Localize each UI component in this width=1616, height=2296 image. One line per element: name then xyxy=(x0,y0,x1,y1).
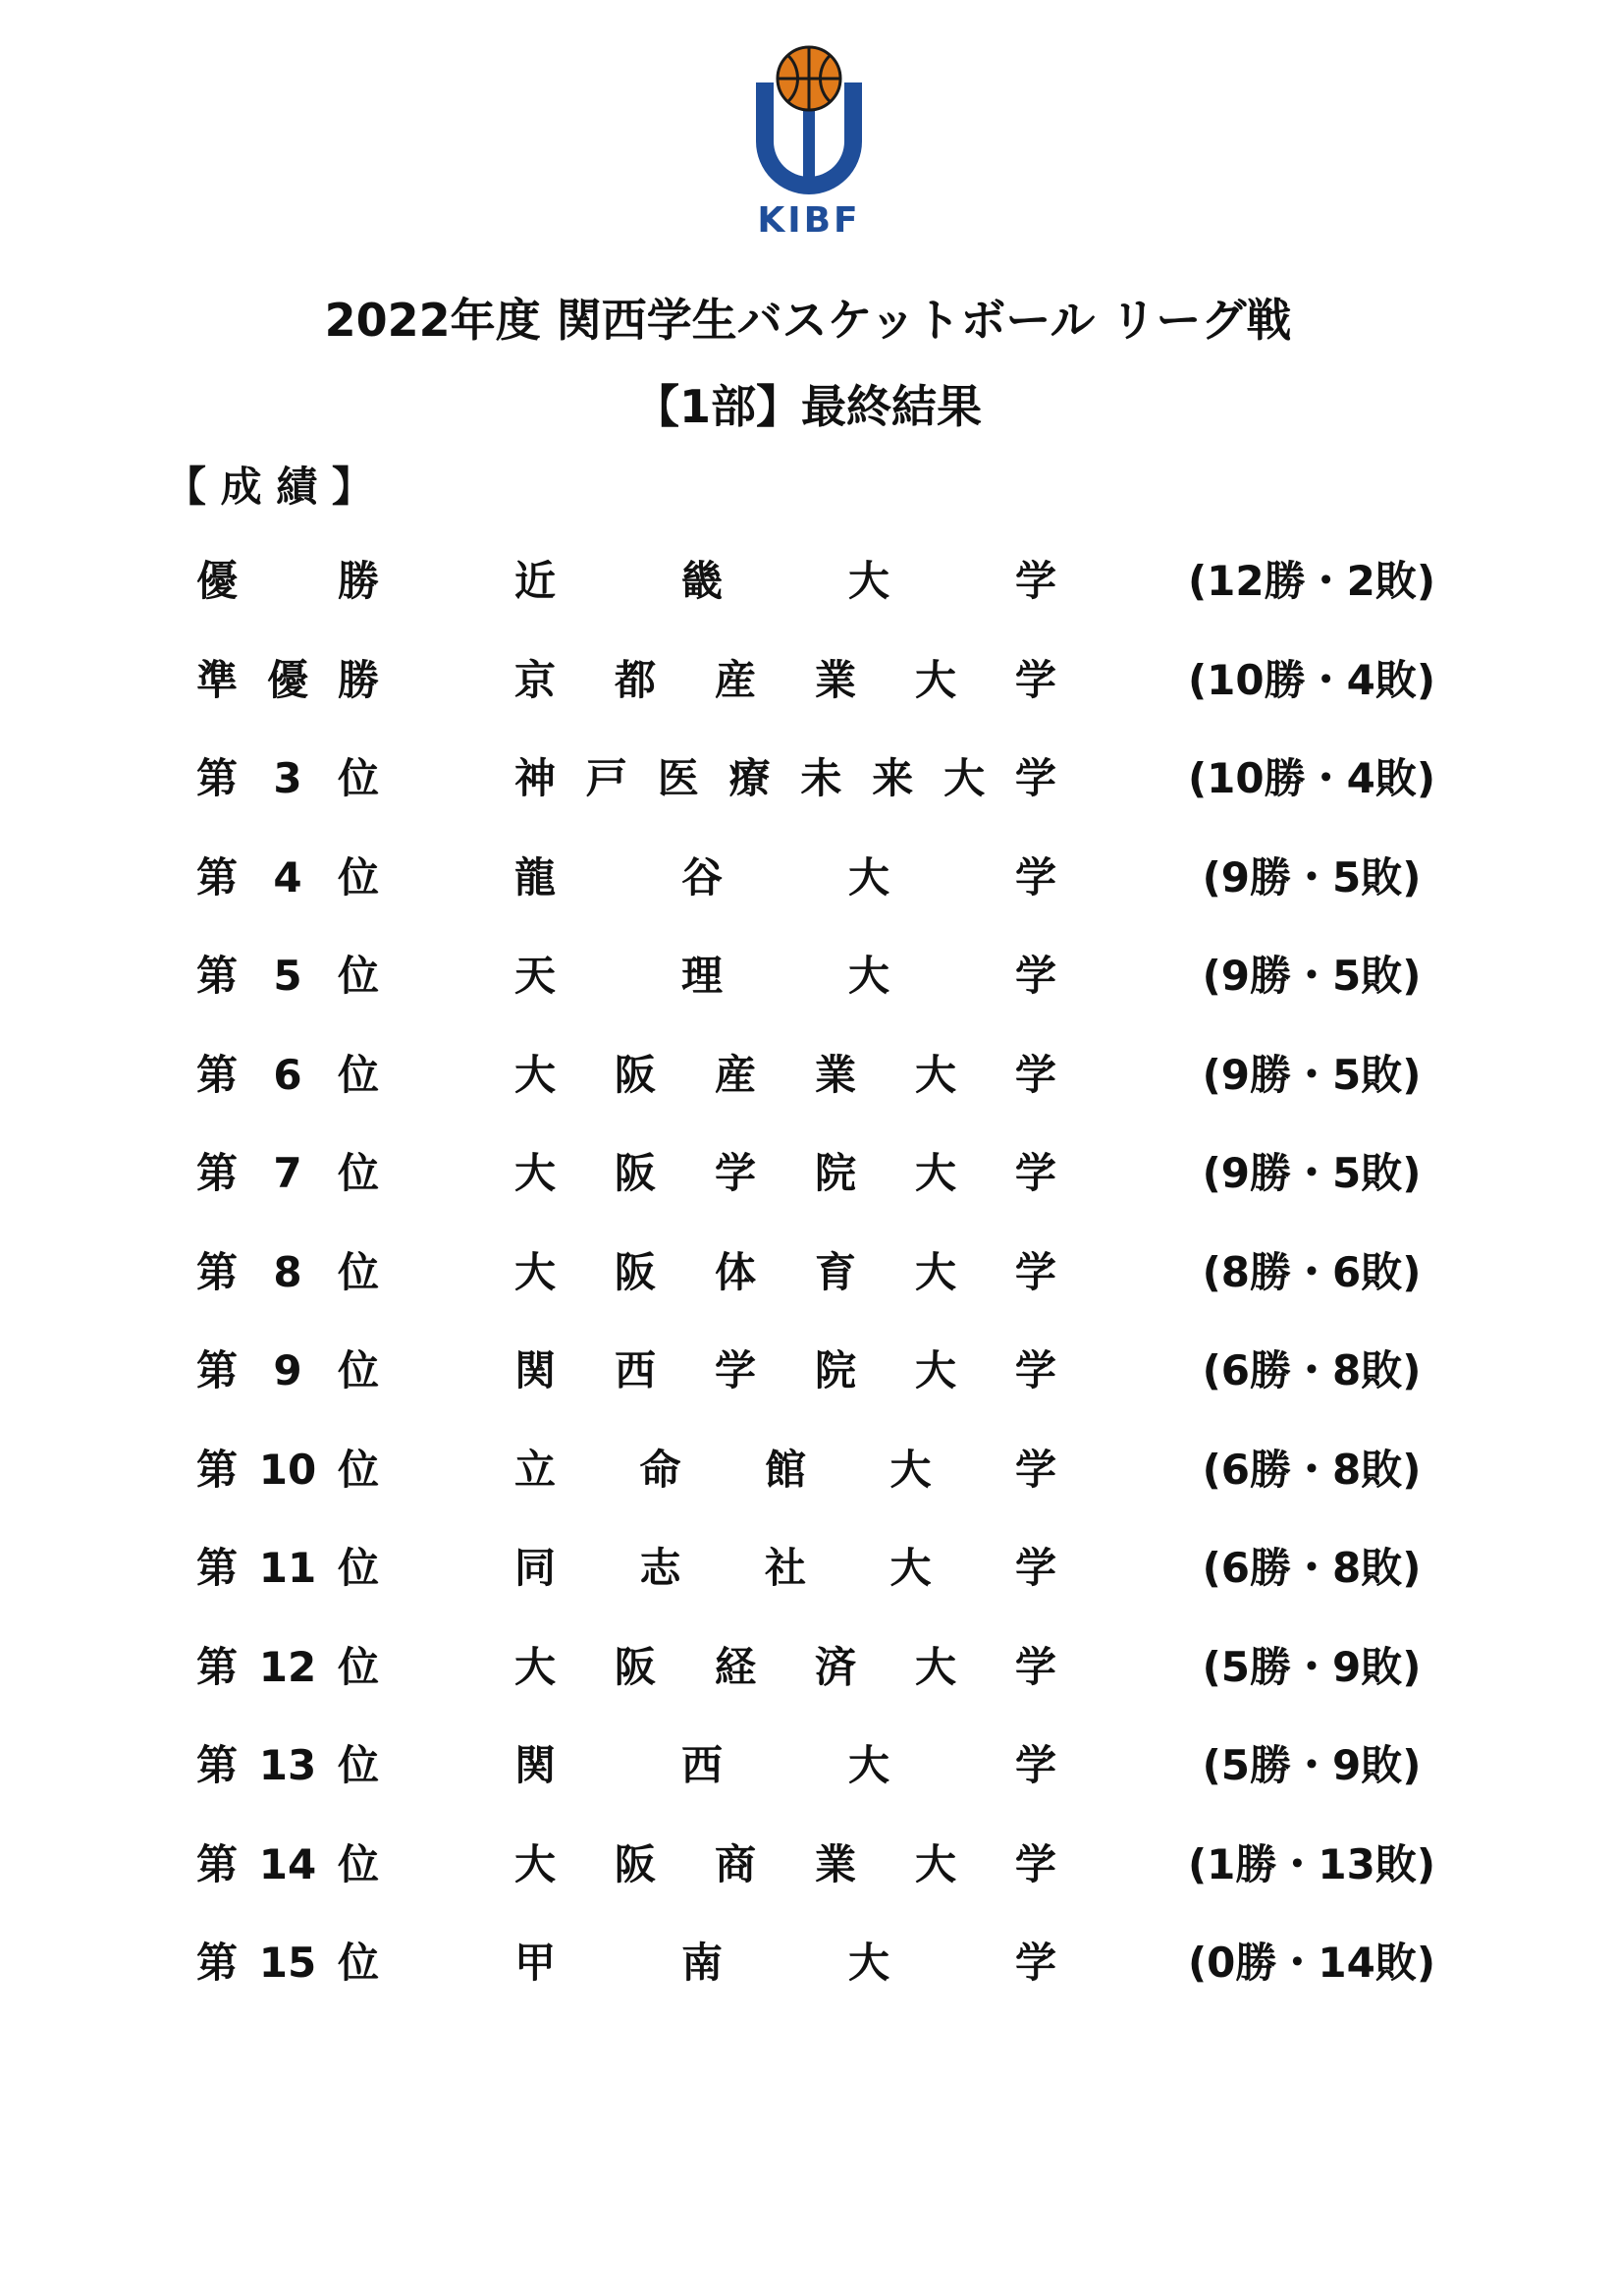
result-row xyxy=(0,1636,1616,1699)
result-row xyxy=(0,649,1616,712)
win-loss-record: (5勝・9敗) xyxy=(1202,1741,1422,1789)
win-loss-record: (6勝・8敗) xyxy=(1202,1544,1422,1592)
win-loss-record: (5勝・9敗) xyxy=(1202,1642,1422,1691)
university-name: 龍 谷 大 学 xyxy=(514,852,1056,902)
university-name: 同 志 社 大 学 xyxy=(514,1544,1056,1592)
win-loss-record: (0勝・14敗) xyxy=(1187,1939,1436,1987)
rank-label: 第 12 位 xyxy=(196,1642,379,1691)
rank-label: 優 勝 xyxy=(196,557,379,605)
rank-label: 第 11 位 xyxy=(196,1544,379,1592)
university-name: 近 畿 大 学 xyxy=(514,557,1056,605)
result-row xyxy=(0,550,1616,613)
rank-label: 第 6 位 xyxy=(196,1050,379,1099)
rank-label: 第 7 位 xyxy=(196,1149,379,1197)
result-row xyxy=(0,1044,1616,1107)
kibf-logo xyxy=(746,43,872,240)
rank-label: 第 5 位 xyxy=(196,952,379,1000)
result-row xyxy=(0,1932,1616,1995)
rank-label: 準 優 勝 xyxy=(196,655,379,704)
university-name: 甲 南 大 学 xyxy=(514,1939,1056,1987)
rank-label: 第 4 位 xyxy=(196,852,379,902)
result-row xyxy=(0,1734,1616,1797)
university-name: 関 西 大 学 xyxy=(514,1741,1056,1789)
university-name: 関 西 学 院 大 学 xyxy=(514,1346,1056,1394)
result-row xyxy=(0,1339,1616,1402)
win-loss-record: (12勝・2敗) xyxy=(1187,557,1436,605)
result-row xyxy=(0,945,1616,1008)
rank-label: 第 8 位 xyxy=(196,1247,379,1296)
win-loss-record: (9勝・5敗) xyxy=(1202,852,1422,902)
rank-label: 第 13 位 xyxy=(196,1741,379,1789)
rank-label: 第 15 位 xyxy=(196,1939,379,1987)
logo-text: KIBF xyxy=(757,200,861,241)
result-row xyxy=(0,1142,1616,1205)
win-loss-record: (1勝・13敗) xyxy=(1187,1839,1436,1888)
university-name: 天 理 大 学 xyxy=(514,952,1056,1000)
page-title: 2022年度 関西学生バスケットボール リーグ戦 xyxy=(324,294,1292,347)
university-name: 神 戸 医 療 未 来 大 学 xyxy=(514,754,1056,802)
win-loss-record: (9勝・5敗) xyxy=(1202,952,1422,1000)
win-loss-record: (9勝・5敗) xyxy=(1202,1149,1422,1197)
section-label: 【 成 績 】 xyxy=(165,463,373,511)
university-name: 京 都 産 業 大 学 xyxy=(514,655,1056,704)
university-name: 大 阪 産 業 大 学 xyxy=(514,1050,1056,1099)
result-row xyxy=(0,1439,1616,1502)
page-subtitle: 【1部】最終結果 xyxy=(633,380,982,433)
university-name: 大 阪 体 育 大 学 xyxy=(514,1247,1056,1296)
result-row xyxy=(0,1537,1616,1600)
rank-label: 第 10 位 xyxy=(196,1445,379,1494)
rank-label: 第 14 位 xyxy=(196,1839,379,1888)
rank-label: 第 3 位 xyxy=(196,754,379,802)
win-loss-record: (9勝・5敗) xyxy=(1202,1050,1422,1099)
university-name: 大 阪 経 済 大 学 xyxy=(514,1642,1056,1691)
university-name: 立 命 館 大 学 xyxy=(514,1445,1056,1494)
result-row xyxy=(0,847,1616,909)
win-loss-record: (10勝・4敗) xyxy=(1187,655,1436,704)
rank-label: 第 9 位 xyxy=(196,1346,379,1394)
result-row xyxy=(0,747,1616,810)
university-name: 大 阪 商 業 大 学 xyxy=(514,1839,1056,1888)
win-loss-record: (6勝・8敗) xyxy=(1202,1346,1422,1394)
result-row xyxy=(0,1241,1616,1304)
win-loss-record: (6勝・8敗) xyxy=(1202,1445,1422,1494)
win-loss-record: (8勝・6敗) xyxy=(1202,1247,1422,1296)
basketball-u-icon xyxy=(746,43,872,200)
university-name: 大 阪 学 院 大 学 xyxy=(514,1149,1056,1197)
win-loss-record: (10勝・4敗) xyxy=(1187,754,1436,802)
result-row xyxy=(0,1833,1616,1896)
